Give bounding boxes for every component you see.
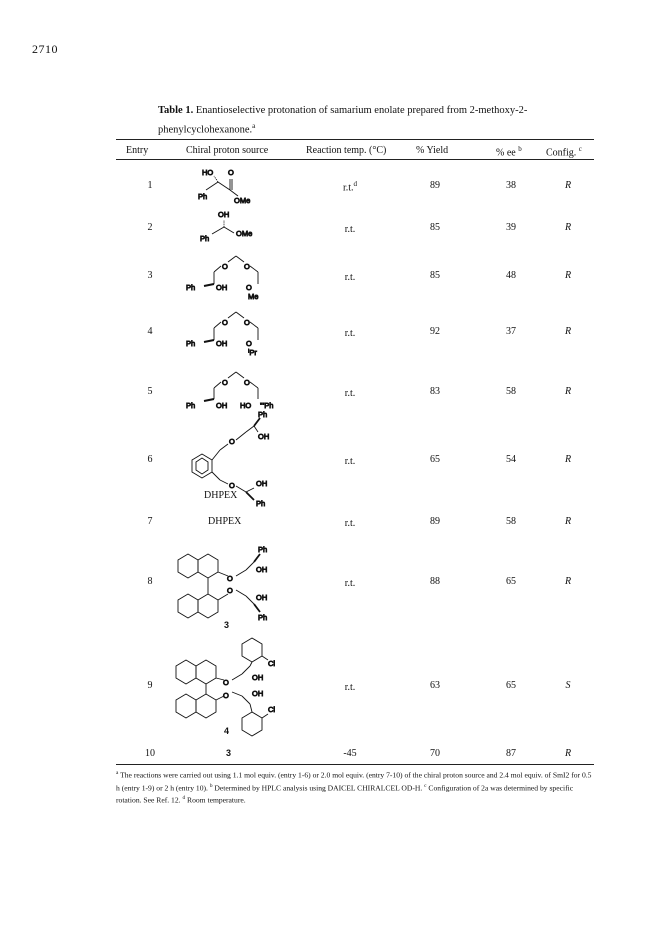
table-label: Table 1.	[158, 105, 194, 116]
footnote-a-mark: a	[116, 770, 119, 776]
label-oh: OH	[256, 593, 268, 602]
label-ome: OMe	[234, 196, 251, 205]
entry-number: 3	[147, 270, 153, 281]
label-o: O	[223, 691, 229, 700]
footnote-b-mark: b	[209, 782, 213, 789]
header-ee-note: b	[518, 145, 522, 153]
reaction-temp: -45	[343, 748, 357, 759]
reaction-temp: r.t.	[344, 328, 356, 339]
proton-source-name: 3	[226, 748, 232, 758]
table-caption	[158, 103, 578, 138]
header-entry: Entry	[126, 145, 149, 156]
label-o: O	[222, 378, 228, 387]
label-ph: Ph	[186, 339, 196, 348]
label-o: O	[222, 262, 228, 271]
yield-value: 63	[430, 680, 440, 691]
label-o: O	[227, 586, 233, 595]
ee-value: 58	[506, 516, 516, 527]
structure-dhpex	[184, 412, 294, 513]
label-oh: OH	[216, 283, 228, 292]
yield-value: 65	[430, 454, 440, 465]
structure-methyl-mandelate	[192, 166, 262, 211]
entry-number: 7	[147, 516, 153, 527]
label-o: O	[244, 318, 250, 327]
ee-value: 38	[506, 180, 516, 191]
label-o: O	[244, 378, 250, 387]
header-ee	[496, 145, 522, 158]
header-yield: % Yield	[416, 145, 449, 156]
label-oh: OH	[218, 210, 230, 219]
ee-value: 37	[506, 326, 516, 337]
compound-number-3: 3	[224, 620, 230, 630]
footnote-d: Room temperature.	[187, 795, 246, 805]
label-ome: OMe	[236, 229, 253, 238]
label-ph-stereo: '''Ph	[260, 401, 274, 410]
label-oh: OH	[256, 479, 268, 488]
label-o: O	[246, 339, 252, 348]
reaction-temp: r.t.	[344, 682, 356, 693]
entry-number: 9	[147, 680, 153, 691]
yield-value: 70	[430, 748, 440, 759]
config-value: R	[564, 454, 572, 465]
page-number: 2710	[32, 42, 58, 56]
config-value: R	[564, 222, 572, 233]
entry-number: 8	[147, 576, 153, 587]
footnote-c: Configuration of 2a was determined by specific rotation. See Ref. 12.	[116, 783, 574, 805]
entry-number: 5	[147, 386, 153, 397]
reaction-temp: r.t.	[344, 224, 356, 235]
ee-value: 65	[506, 576, 516, 587]
yield-value: 85	[430, 222, 440, 233]
label-ho: HO	[240, 401, 252, 410]
footnote-c-mark: c	[424, 782, 427, 789]
label-ph: Ph	[186, 401, 196, 410]
reaction-temp: r.t.	[344, 518, 356, 529]
ee-value: 65	[506, 680, 516, 691]
config-value: S	[565, 680, 571, 691]
ee-value: 54	[506, 454, 516, 465]
structure-compound-4	[166, 630, 306, 745]
config-value: R	[564, 748, 572, 759]
label-oh: OH	[258, 432, 270, 441]
yield-value: 85	[430, 270, 440, 281]
compound-name-dhpex: DHPEX	[204, 490, 238, 501]
structure-methoxy-phenylethanol	[196, 208, 266, 253]
ee-value: 48	[506, 270, 516, 281]
label-o: O	[222, 318, 228, 327]
label-ph: Ph	[200, 234, 210, 243]
ee-value: 87	[506, 748, 516, 759]
config-value: R	[564, 386, 572, 397]
entry-number: 10	[145, 748, 155, 759]
label-o: O	[223, 678, 229, 687]
label-ph: Ph	[258, 613, 268, 622]
label-cl: Cl	[268, 705, 276, 714]
header-config-note: c	[578, 145, 582, 153]
label-ipr: ⁱPr	[248, 348, 257, 357]
yield-value: 83	[430, 386, 440, 397]
ee-value: 58	[506, 386, 516, 397]
label-cl: Cl	[268, 659, 276, 668]
label-o: O	[229, 481, 235, 490]
label-oh: OH	[216, 401, 228, 410]
caption-note: a	[252, 121, 256, 130]
structure-dioxolane-methyl	[184, 252, 274, 309]
yield-value: 89	[430, 180, 440, 191]
config-value: R	[564, 180, 572, 191]
table-header-rule	[116, 159, 594, 160]
structure-dioxolane-isopropyl	[184, 308, 274, 365]
reaction-temp: r.t.	[344, 388, 356, 399]
label-o: O	[244, 262, 250, 271]
label-o: O	[246, 283, 252, 292]
yield-value: 89	[430, 516, 440, 527]
structure-compound-3	[168, 542, 298, 637]
label-oh: OH	[252, 689, 264, 698]
label-ph: Ph	[198, 192, 208, 201]
config-value: R	[564, 576, 572, 587]
entry-number: 6	[147, 454, 153, 465]
caption-text: Enantioselective protonation of samarium enolate prepared from 2-methoxy-2-phenylcyclohexanone.	[158, 105, 528, 136]
label-me: Me	[248, 292, 259, 301]
config-value: R	[564, 270, 572, 281]
label-oh: OH	[216, 339, 228, 348]
entry-number: 1	[147, 180, 153, 191]
label-o: O	[228, 168, 234, 177]
label-ph: Ph	[256, 499, 266, 508]
footnote-b: Determined by HPLC analysis using DAICEL CHIRALCEL OD-H.	[214, 783, 423, 793]
header-proton-source: Chiral proton source	[186, 145, 269, 156]
reaction-temp-note: d	[353, 180, 358, 188]
entry-number: 4	[147, 326, 153, 337]
yield-value: 92	[430, 326, 440, 337]
label-o: O	[229, 437, 235, 446]
entry-number: 2	[147, 222, 153, 233]
header-config-label: Config.	[546, 147, 577, 159]
proton-source-name: DHPEX	[208, 516, 242, 527]
footnote-d-mark: d	[182, 795, 186, 802]
label-ph: Ph	[258, 410, 268, 419]
footnote-a: The reactions were carried out using 1.1 mol equiv. (entry 1-6) or 2.0 mol equiv. (entry 7-10) of the chiral proton source and 2.4 mol equiv. of SmI2 for 0.5 h (entry 1-9) or 2 h (entry 10).	[116, 770, 592, 793]
label-oh: OH	[256, 565, 268, 574]
ee-value: 39	[506, 222, 516, 233]
reaction-temp	[330, 180, 370, 193]
yield-value: 88	[430, 576, 440, 587]
config-value: R	[564, 326, 572, 337]
reaction-temp: r.t.	[344, 456, 356, 467]
reaction-temp-value: r.t.	[342, 182, 354, 194]
label-ph: Ph	[186, 283, 196, 292]
label-ph: Ph	[258, 545, 268, 554]
reaction-temp: r.t.	[344, 272, 356, 283]
table-top-rule	[116, 139, 594, 140]
header-ee-label: % ee	[496, 147, 516, 159]
config-value: R	[564, 516, 572, 527]
label-o: O	[227, 574, 233, 583]
label-ho: HO	[202, 168, 214, 177]
reaction-temp: r.t.	[344, 578, 356, 589]
header-reaction-temp: Reaction temp. (°C)	[306, 145, 387, 156]
table-footnotes	[116, 768, 594, 806]
header-config	[546, 145, 582, 158]
table-bottom-rule	[116, 764, 594, 765]
compound-number-4: 4	[224, 726, 230, 736]
label-oh: OH	[252, 673, 264, 682]
